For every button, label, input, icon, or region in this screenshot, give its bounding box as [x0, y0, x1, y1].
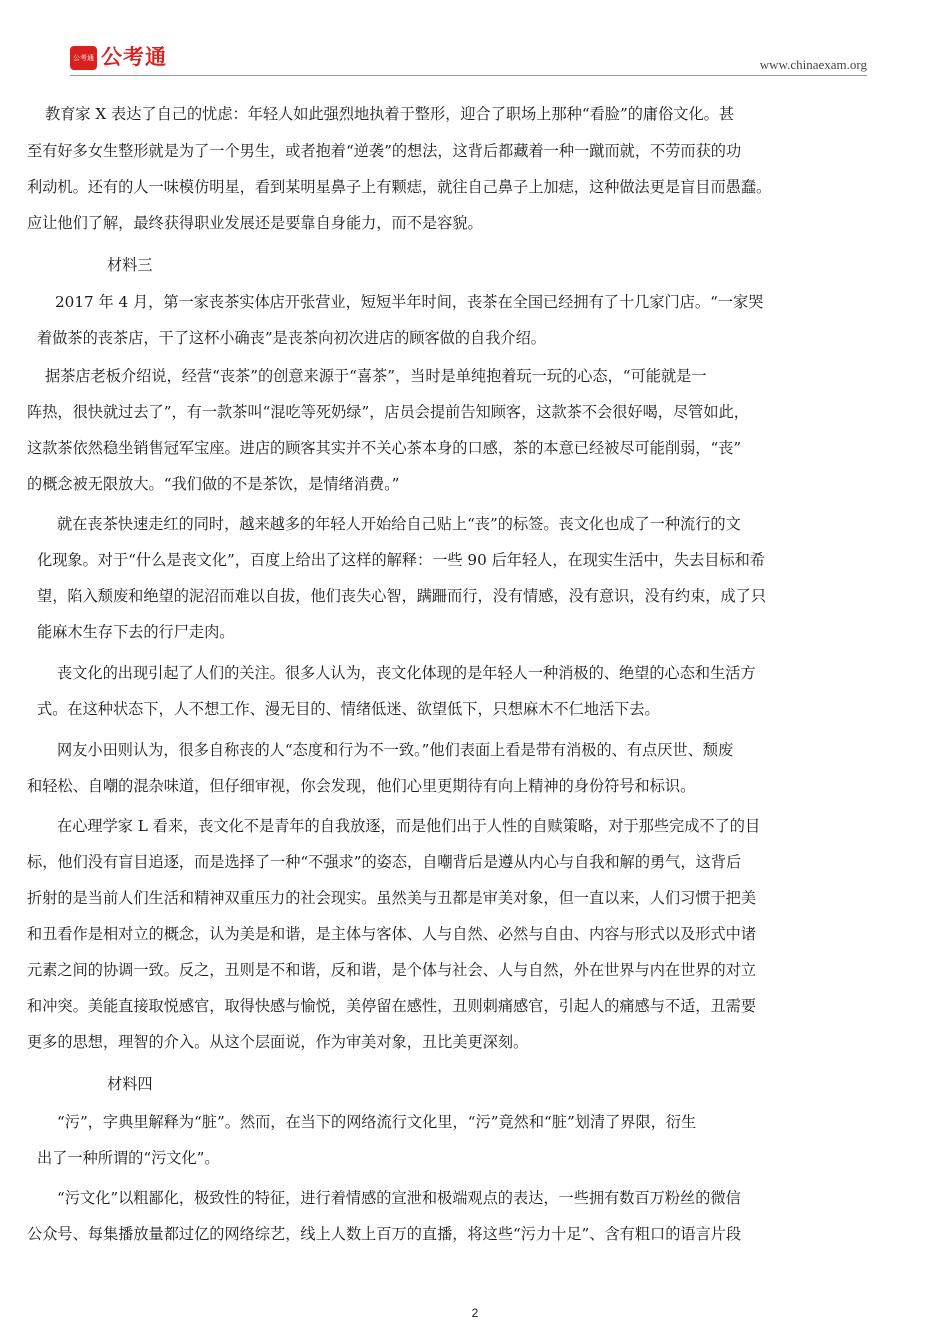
- page-header: [0, 0, 950, 80]
- section-heading: 材料三: [107, 256, 153, 274]
- text-line: 和冲突。美能直接取悦感官，取得快感与愉悦，美停留在感性，丑则刺痛感官，引起人的痛感与不适，丑需要: [27, 997, 756, 1015]
- page-number: 2: [471, 1306, 479, 1320]
- text-line: 应让他们了解，最终获得职业发展还是要靠自身能力，而不是容貌。: [27, 214, 483, 232]
- text-line: 更多的思想，理智的介入。从这个层面说，作为审美对象，丑比美更深刻。: [27, 1033, 529, 1051]
- logo-badge-icon: 公考通: [70, 46, 97, 70]
- site-url[interactable]: www.chinaexam.org: [759, 57, 867, 72]
- text-line: 出了一种所谓的“污文化”。: [37, 1149, 220, 1167]
- header-divider: [70, 75, 867, 76]
- text-line: 的概念被无限放大。“我们做的不是茶饮，是情绪消费。”: [27, 475, 400, 493]
- text-line: 标，他们没有盲目追逐，而是选择了一种“不强求”的姿态，自嘲背后是遵从内心与自我和解的勇气，这背后: [27, 853, 742, 871]
- text-line: 就在丧茶快速走红的同时，越来越多的年轻人开始给自己贴上“丧”的标签。丧文化也成了一种流行的文: [57, 515, 741, 533]
- text-line: 折射的是当前人们生活和精神双重压力的社会现实。虽然美与丑都是审美对象，但一直以来，人们习惯于把美: [27, 889, 756, 907]
- text-line: 能麻木生存下去的行尸走肉。: [37, 623, 235, 641]
- text-line: 在心理学家 L 看来，丧文化不是青年的自我放逐，而是他们出于人性的自赎策略，对于那些完成不了的目: [57, 817, 761, 835]
- text-line: 阵热，很快就过去了”，有一款茶叫“混吃等死奶绿”，店员会提前告知顾客，这款茶不会很好喝，尽管如此，: [27, 403, 749, 421]
- text-line: 2017 年 4 月，第一家丧茶实体店开张营业，短短半年时间，丧茶在全国已经拥有了十几家门店。“一家哭: [55, 293, 764, 311]
- text-line: 利动机。还有的人一味模仿明星，看到某明星鼻子上有颗痣，就往自己鼻子上加痣，这种做法更是盲目而愚蠢。: [27, 178, 772, 196]
- text-line: 网友小田则认为，很多自称丧的人“态度和行为不一致。”他们表面上看是带有消极的、有点厌世、颓废: [57, 741, 734, 759]
- section-heading: 材料四: [107, 1075, 153, 1093]
- logo-text: 公考通: [101, 45, 167, 69]
- text-line: “污文化”以粗鄙化，极致性的特征，进行着情感的宣泄和极端观点的表达，一些拥有数百万粉丝的微信: [57, 1189, 741, 1207]
- text-line: 据茶店老板介绍说，经营“丧茶”的创意来源于“喜茶”，当时是单纯抱着玩一玩的心态，“可能就是一: [45, 367, 707, 385]
- text-line: 至有好多女生整形就是为了一个男生，或者抱着“逆袭”的想法，这背后都藏着一种一蹴而就，不劳而获的功: [27, 142, 742, 160]
- text-line: 着做茶的丧茶店，干了这杯小确丧”是丧茶向初次进店的顾客做的自我介绍。: [37, 329, 546, 347]
- text-line: 和丑看作是相对立的概念，认为美是和谐，是主体与客体、人与自然、必然与自由、内容与形式以及形式中诸: [27, 925, 756, 943]
- text-line: 这款茶依然稳坐销售冠军宝座。进店的顾客其实并不关心茶本身的口感，茶的本意已经被尽可能削弱，“丧”: [27, 439, 742, 457]
- text-line: 元素之间的协调一致。反之，丑则是不和谐，反和谐，是个体与社会、人与自然，外在世界与内在世界的对立: [27, 961, 756, 979]
- text-line: 望，陷入颓废和绝望的泥沼而难以自拔，他们丧失心智，蹒跚而行，没有情感，没有意识，没有约束，成了只: [37, 587, 766, 605]
- text-line: “污”，字典里解释为“脏”。然而，在当下的网络流行文化里，“污”竟然和“脏”划清了界限，衍生: [57, 1113, 697, 1131]
- text-line: 化现象。对于“什么是丧文化”，百度上给出了这样的解释：一些 90 后年轻人，在现实生活中，失去目标和希: [37, 551, 765, 569]
- text-line: 式。在这种状态下，人不想工作、漫无目的、情绪低迷、欲望低下，只想麻木不仁地活下去。: [37, 700, 660, 718]
- text-line: 丧文化的出现引起了人们的关注。很多人认为，丧文化体现的是年轻人一种消极的、绝望的心态和生活方: [57, 664, 756, 682]
- text-line: 公众号、每集播放量都过亿的网络综艺，线上人数上百万的直播，将这些“污力十足”、含有粗口的语言片段: [27, 1225, 742, 1243]
- text-line: 和轻松、自嘲的混杂味道，但仔细审视，你会发现，他们心里更期待有向上精神的身份符号和标识。: [27, 777, 696, 795]
- text-line: 教育家 X 表达了自己的忧虑：年轻人如此强烈地执着于整形，迎合了职场上那种“看脸”的庸俗文化。甚: [45, 105, 735, 123]
